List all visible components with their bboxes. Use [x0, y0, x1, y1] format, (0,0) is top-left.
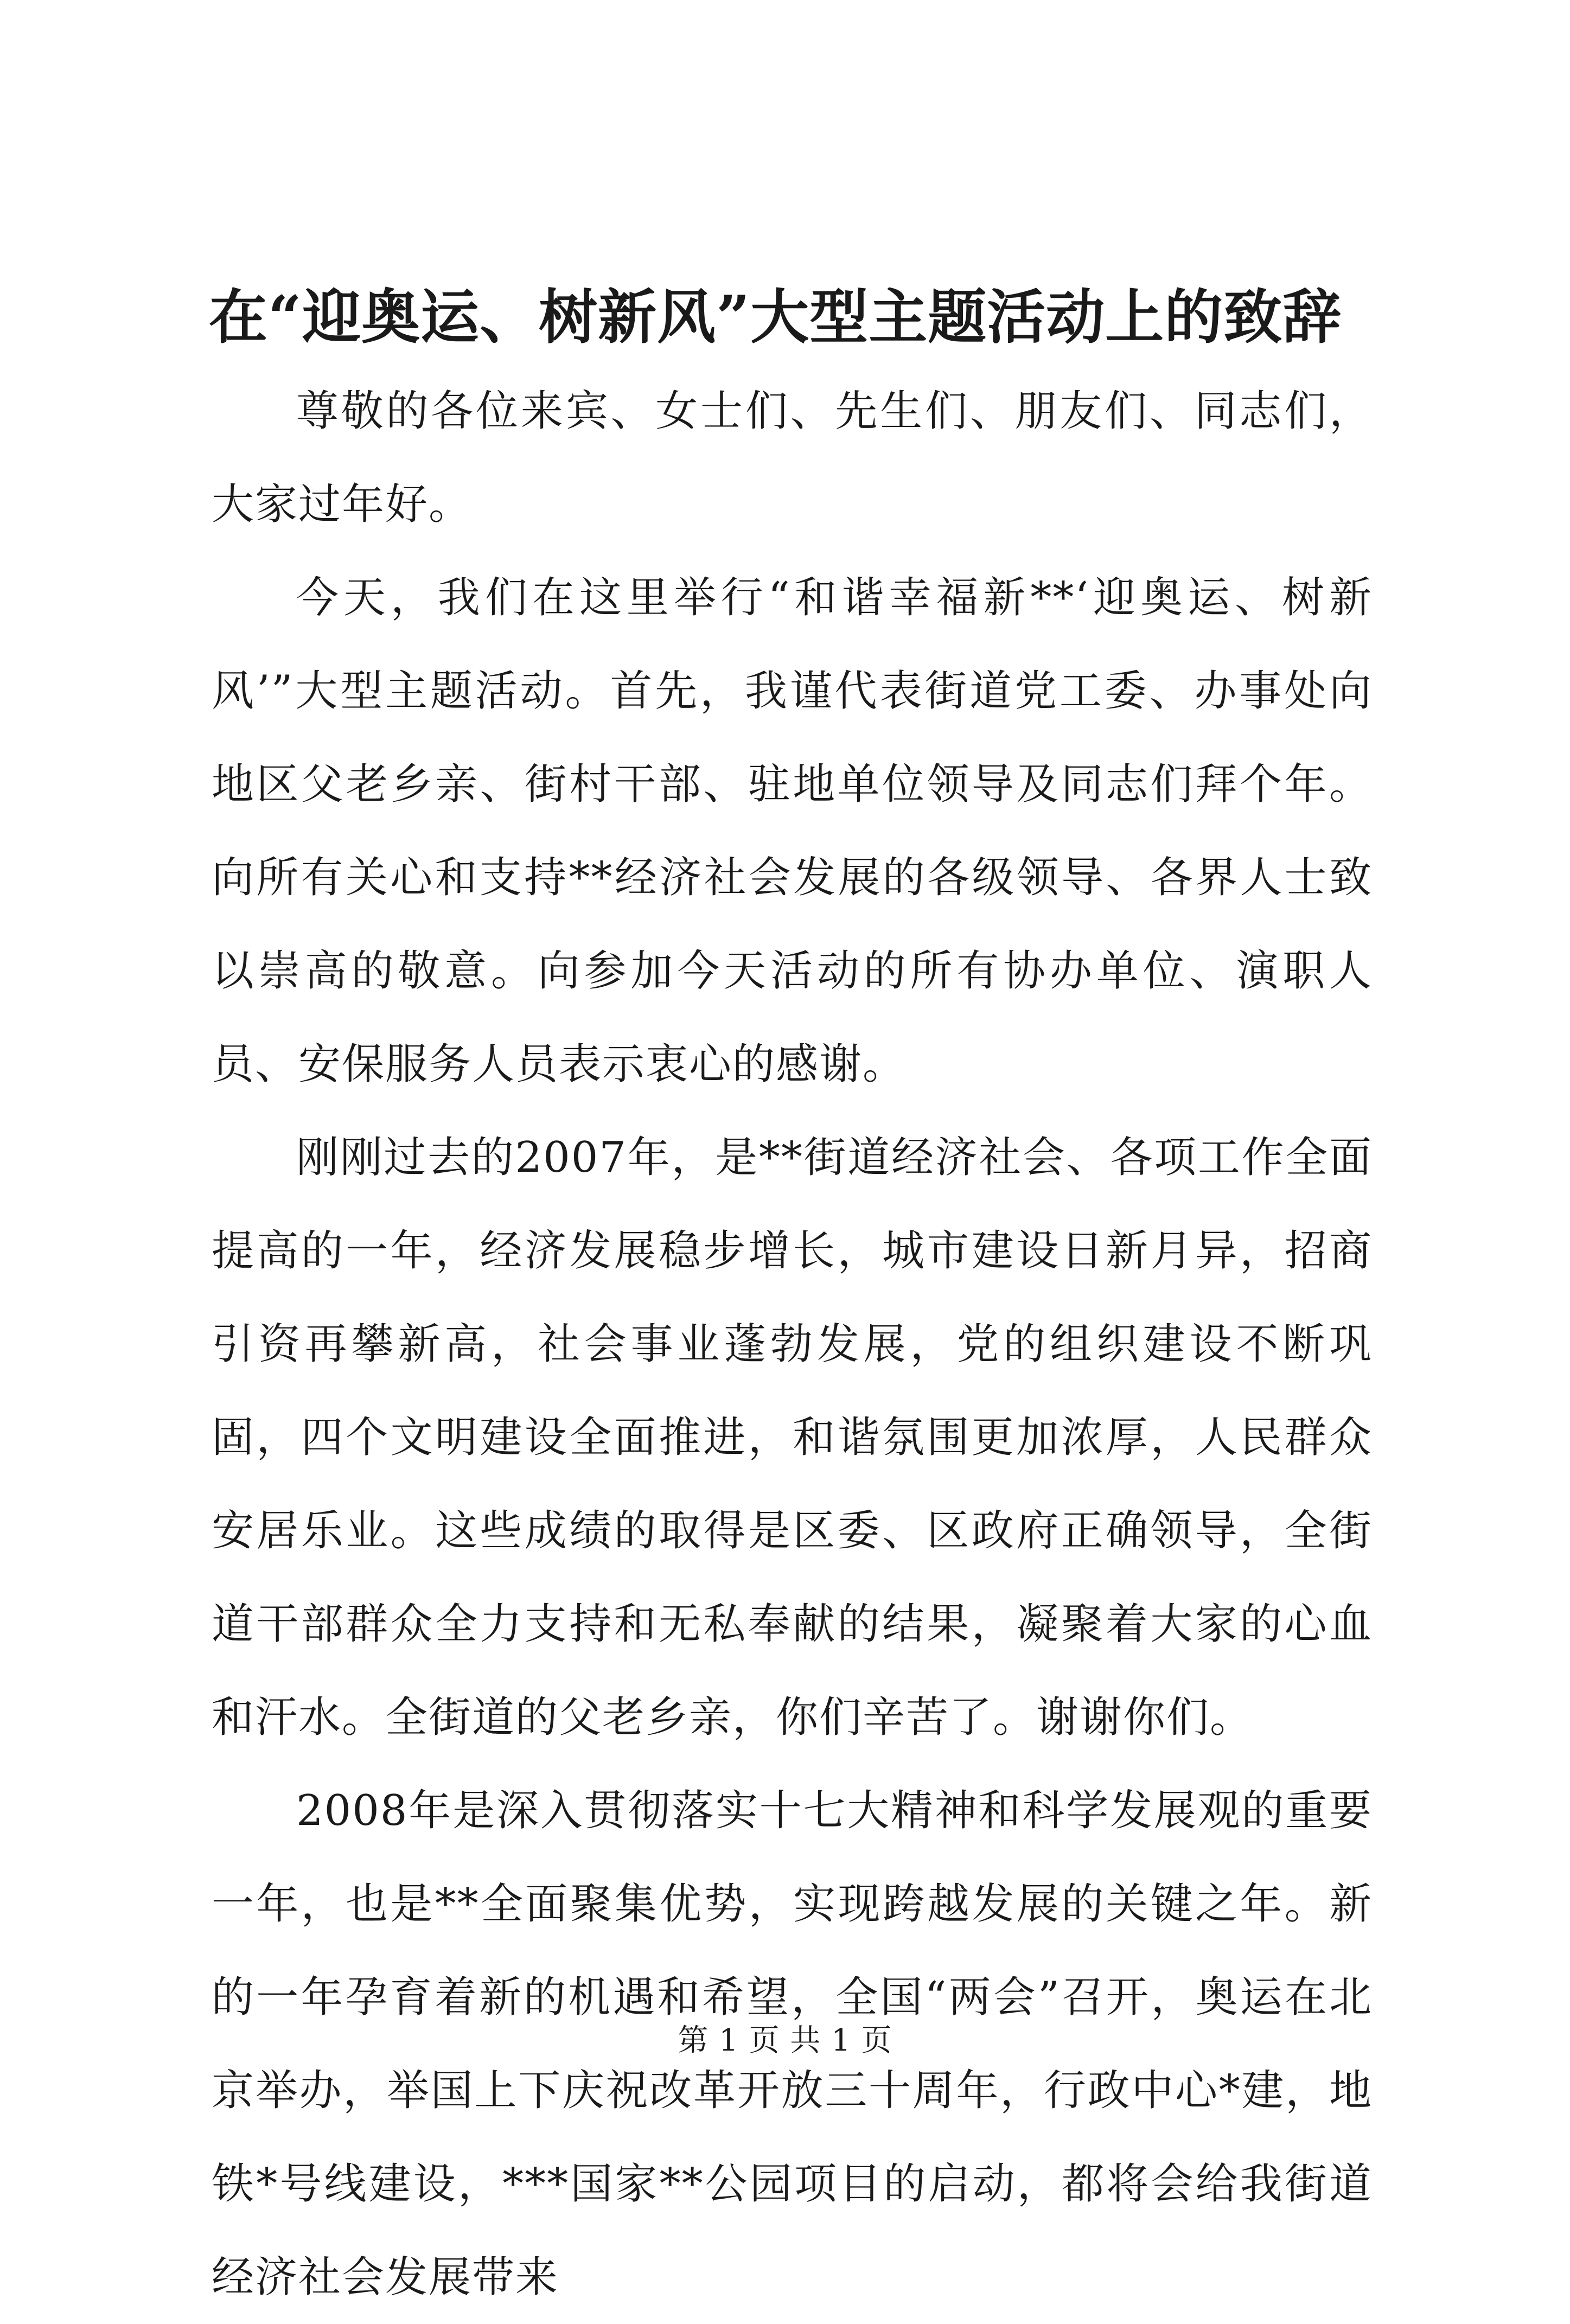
page-footer: 第 1 页 共 1 页 — [678, 2023, 892, 2058]
paragraph-greeting: 尊敬的各位来宾、女士们、先生们、朋友们、同志们，大家过年好。 — [212, 387, 1373, 529]
document-title: 在“迎奥运、树新风”大型主题活动上的致辞 — [209, 283, 1342, 352]
paragraph-outlook-2008: 2008年是深入贯彻落实十七大精神和科学发展观的重要一年，也是**全面聚集优势，实现跨越发展的关键之年。新的一年孕育着新的机遇和希望，全国“两会”召开，奥运在北京举办，举国上下庆祝改革开放三十周年，行政中心*建，地铁*号线建设，***国家**公园项目的启动，都将会给我街道经济社会发展带来 — [212, 1786, 1373, 2302]
paragraph-review-2007: 刚刚过去的2007年，是**街道经济社会、各项工作全面提高的一年，经济发展稳步增长，城市建设日新月异，招商引资再攀新高，社会事业蓬勃发展，党的组织建设不断巩固，四个文明建设全面推进，和谐氛围更加浓厚，人民群众安居乐业。这些成绩的取得是区委、区政府正确领导，全街道干部群众全力支持和无私奉献的结果，凝聚着大家的心血和汗水。全街道的父老乡亲，你们辛苦了。谢谢你们。 — [212, 1133, 1373, 1742]
paragraph-opening: 今天，我们在这里举行“和谐幸福新**‘迎奥运、树新风’”大型主题活动。首先，我谨代表街道党工委、办事处向地区父老乡亲、街村干部、驻地单位领导及同志们拜个年。向所有关心和支持**经济社会发展的各级领导、各界人士致以崇高的敬意。向参加今天活动的所有协办单位、演职人员、安保服务人员表示衷心的感谢。 — [212, 573, 1373, 1089]
